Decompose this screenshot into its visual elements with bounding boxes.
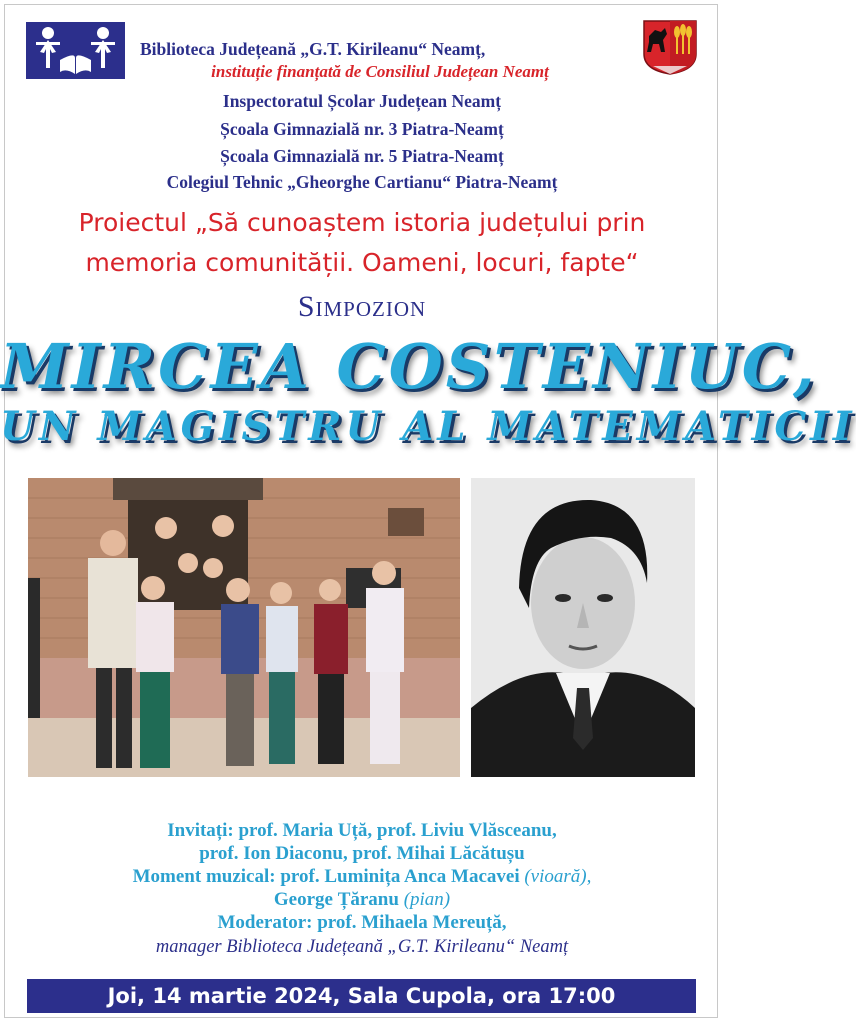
music-instrument-2: (pian) xyxy=(403,889,451,910)
moderator-line xyxy=(0,912,724,934)
county-coat-of-arms-icon xyxy=(641,18,699,76)
guests-names-1: prof. Maria Uță, prof. Liviu Vlăsceanu, xyxy=(238,820,557,841)
header-line-inspectorate: Inspectoratul Școlar Județean Neamț xyxy=(222,91,502,111)
event-type: Simpozion xyxy=(297,290,427,323)
moderator-role: manager Biblioteca Județeană „G.T. Kirileanu“ Neamț xyxy=(155,937,569,957)
music-line-1 xyxy=(0,866,724,888)
moderator-label: Moderator: xyxy=(217,912,313,933)
music-label: Moment muzical: xyxy=(132,866,276,887)
portrait-photo xyxy=(471,478,695,777)
music-instrument-1: (vioară), xyxy=(524,866,592,887)
music-line-2 xyxy=(0,889,724,911)
event-date-banner: Joi, 14 martie 2024, Sala Cupola, ora 17:00 xyxy=(27,979,696,1013)
moderator-name: prof. Mihaela Mereuță, xyxy=(317,912,507,933)
header-line-college: Colegiul Tehnic „Gheorghe Cartianu“ Piatra-Neamț xyxy=(166,172,558,192)
poster-title-line-1: MIRCEA COSTENIUC, xyxy=(0,330,818,403)
poster-title-line-2: UN MAGISTRU AL MATEMATICII xyxy=(0,403,856,450)
guests-line-1 xyxy=(0,820,724,842)
library-logo-icon xyxy=(26,22,125,79)
music-performer-2: George Țăranu xyxy=(273,889,399,910)
music-performer-1: prof. Luminița Anca Macavei xyxy=(280,866,520,887)
header-line-school-3: Școala Gimnazială nr. 3 Piatra-Neamț xyxy=(220,119,504,139)
header-line-library: Biblioteca Județeană „G.T. Kirileanu“ Neamț, xyxy=(140,39,486,59)
guests-label: Invitați: xyxy=(167,820,234,841)
group-photo xyxy=(28,478,460,777)
project-line-1: Proiectul „Să cunoaștem istoria județului prin xyxy=(78,208,646,237)
header-line-school-5: Școala Gimnazială nr. 5 Piatra-Neamț xyxy=(220,146,504,166)
guests-line-2: prof. Ion Diaconu, prof. Mihai Lăcătușu xyxy=(199,843,525,864)
header-line-funding: instituție finanțată de Consiliul Județean Neamț xyxy=(211,62,549,81)
project-line-2: memoria comunității. Oameni, locuri, fapte“ xyxy=(85,248,639,277)
